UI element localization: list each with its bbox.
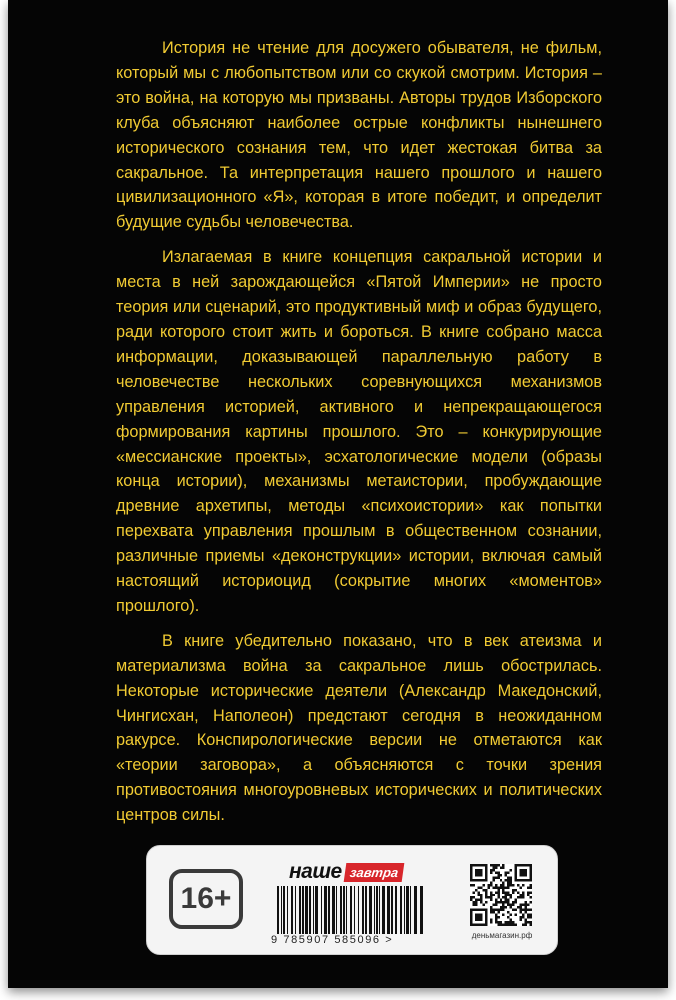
barcode [275, 886, 427, 934]
publisher-logo [289, 858, 403, 886]
info-panel [146, 845, 558, 955]
qr-caption: деньмагазин.рф [471, 931, 533, 940]
paragraph-1: История не чтение для досужего обывателя, не фильм, который мы с любопытством или со скукой смотрим. История – это война, на которую мы призваны. Авторы трудов Изборского клуба объясняют наиболее острые конфликты нынешнего исторического сознания тем, что идет жестокая битва за сакральное. Та интерпретация нашего прошлого и нашего цивилизационного «Я», которая в итоге победит, и определит будущие судьбы человечества. [116, 39, 602, 232]
logo-part-2: завтра [343, 863, 404, 882]
logo-part-1: наше [289, 860, 342, 883]
paragraph-2: Излагаемая в книге концепция сакральной истории и места в ней зарождающейся «Пятой Империи» не просто теория или сценарий, это продуктивный миф и образ будущего, ради которого стоит жить и бороться. В книге собрано масса информации, доказывающей параллельную работу в человечестве нескольких соревнующихся механизмов управления историей, активного и непрекращающегося формирования картины прошлого. Это – конкурирующие «мессианские проекты», эсхатологические модели (образы конца истории), механизмы метаистории, пробуждающие древние архетипы, методы «психоистории» как попытки перехвата управления прошлым в общественном сознании, различные приемы «деконструкции» истории, включая самый настоящий историоцид (сокрытие многих «моментов» прошлого). [116, 248, 602, 615]
age-rating-badge: 16+ [169, 869, 243, 929]
isbn-digits: 9 785907 585096 > [271, 934, 394, 946]
paragraph-3: В книге убедительно показано, что в век атеизма и материализма война за сакральное лишь обострилась. Некоторые исторические деятели (Александр Македонский, Чингисхан, Наполеон) предстают сегодня в неожиданном ракурсе. Конспирологические версии не отметаются как «теории заговора», а объясняются с точки зрения противостояния многоуровневых исторических и политических центров силы. [116, 631, 602, 825]
annotation-text [116, 36, 602, 838]
qr-code [470, 864, 532, 926]
back-cover [8, 0, 668, 988]
